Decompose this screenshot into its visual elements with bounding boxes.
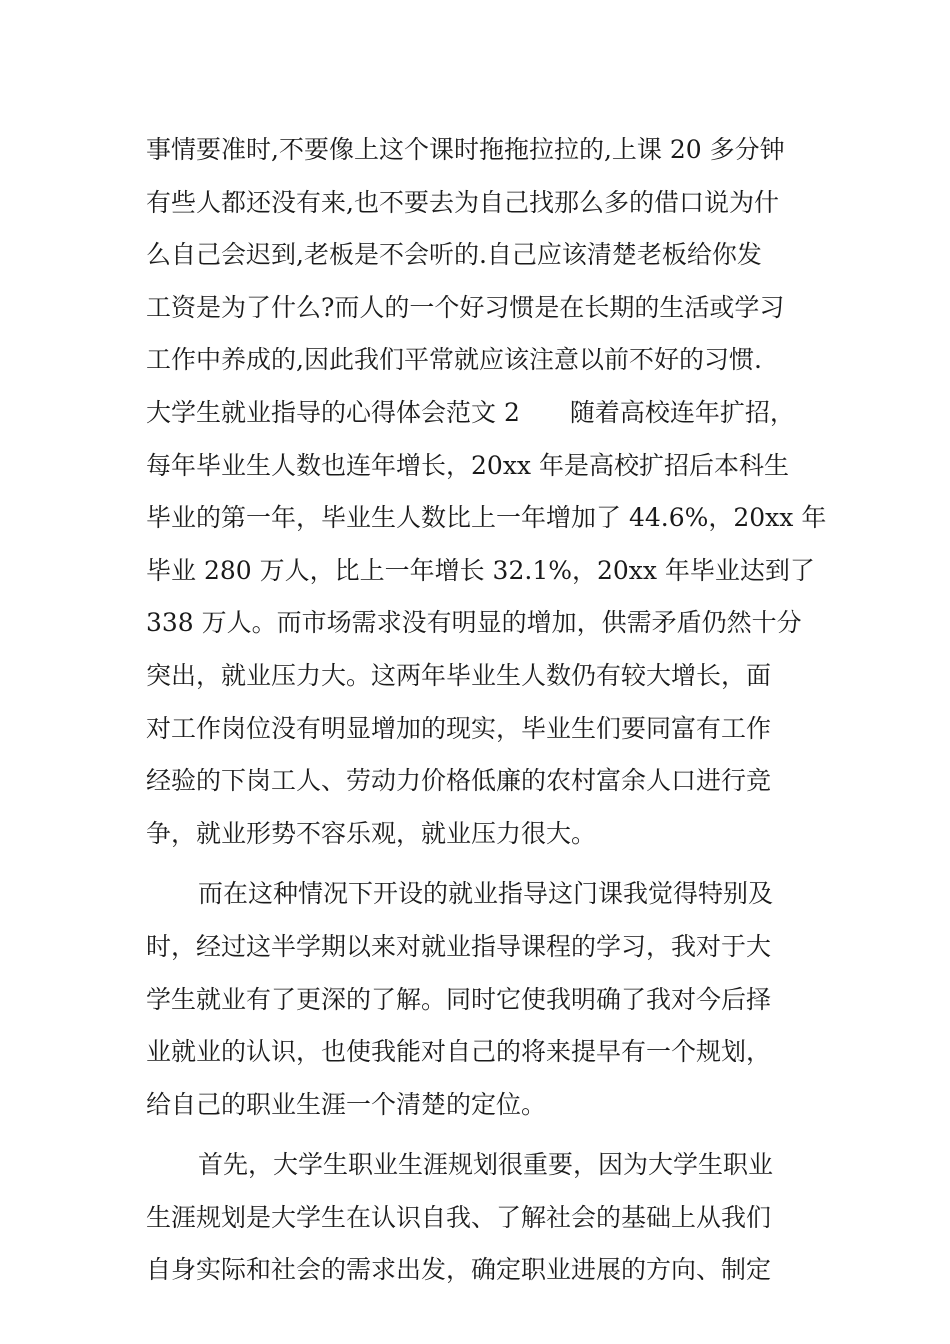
text-line: 毕业 280 万人，比上一年增长 32.1%，20xx 年毕业达到了 — [146, 555, 815, 585]
section-heading-line: 大学生就业指导的心得体会范文 2 随着高校连年扩招， — [146, 397, 795, 427]
text-line: 事情要准时,不要像上这个课时拖拖拉拉的,上课 20 多分钟 — [146, 135, 785, 164]
text-line: 有些人都还没有来,也不要去为自己找那么多的借口说为什 — [146, 187, 779, 217]
text-line: 业就业的认识，也使我能对自己的将来提早有一个规划， — [146, 1037, 772, 1067]
text-line: 么自己会迟到,老板是不会听的.自己应该清楚老板给你发 — [146, 240, 762, 270]
text-line: 毕业的第一年，毕业生人数比上一年增加了 44.6%，20xx 年 — [146, 503, 827, 533]
text-line: 自身实际和社会的需求出发，确定职业进展的方向、制定 — [146, 1255, 772, 1285]
text-line: 突出，就业压力大。这两年毕业生人数仍有较大增长，面 — [146, 660, 772, 690]
text-line: 工资是为了什么?而人的一个好习惯是在长期的生活或学习 — [146, 292, 785, 322]
text-line: 338 万人。而市场需求没有明显的增加，供需矛盾仍然十分 — [146, 608, 802, 638]
text-line: 时，经过这半学期以来对就业指导课程的学习，我对于大 — [146, 931, 772, 961]
text-line: 经验的下岗工人、劳动力价格低廉的农村富余人口进行竞 — [146, 766, 772, 796]
text-line: 工作中养成的,因此我们平常就应该注意以前不好的习惯. — [146, 345, 762, 375]
text-line: 争，就业形势不容乐观，就业压力很大。 — [146, 818, 597, 848]
text-line: 生涯规划是大学生在认识自我、了解社会的基础上从我们 — [146, 1202, 772, 1232]
body-text — [146, 124, 827, 1297]
paragraph-start-line: 首先，大学生职业生涯规划很重要，因为大学生职业 — [198, 1150, 774, 1180]
text-line: 每年毕业生人数也连年增长，20xx 年是高校扩招后本科生 — [146, 450, 789, 480]
text-line: 对工作岗位没有明显增加的现实，毕业生们要同富有工作 — [146, 713, 772, 743]
paragraph-start-line: 而在这种情况下开设的就业指导这门课我觉得特别及 — [198, 879, 774, 909]
text-line: 给自己的职业生涯一个清楚的定位。 — [146, 1089, 547, 1119]
text-line: 学生就业有了更深的了解。同时它使我明确了我对今后择 — [146, 984, 772, 1014]
